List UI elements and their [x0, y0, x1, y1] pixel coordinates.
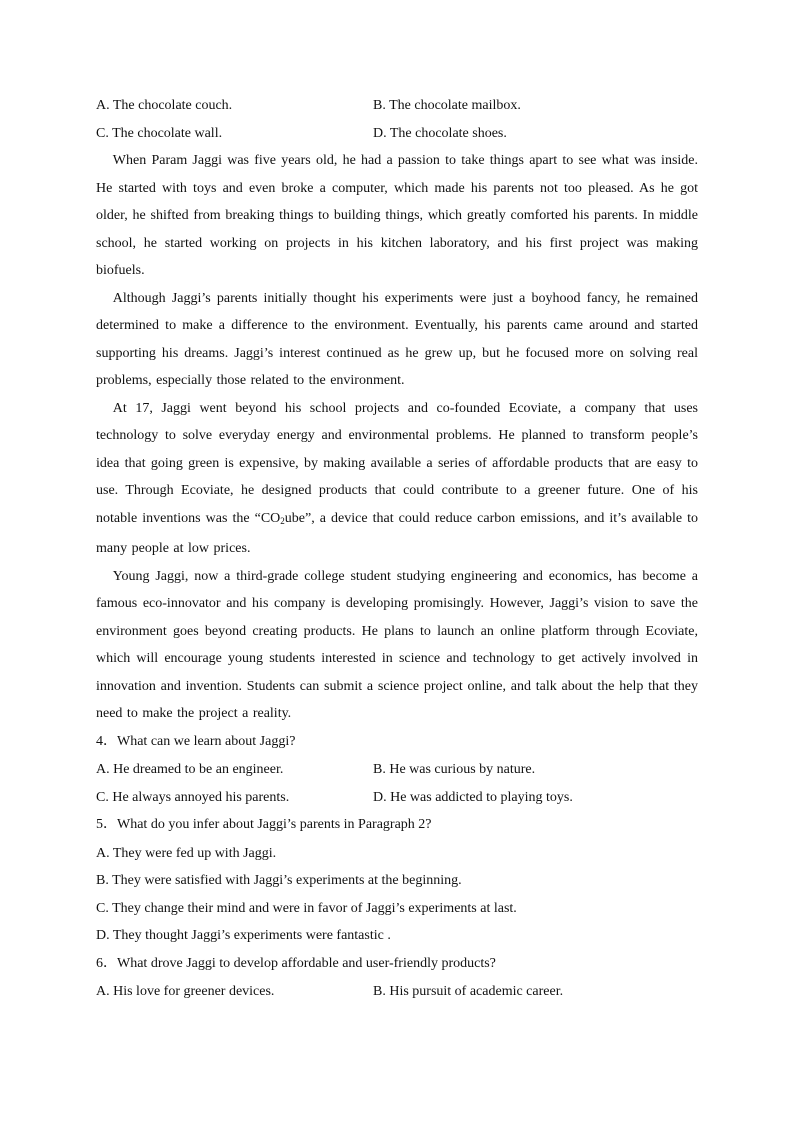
previous-question-options-row-2 [96, 120, 698, 148]
q6-option-a: A. His love for greener devices. [96, 984, 275, 999]
q4-option-b: B. He was curious by nature. [373, 762, 536, 777]
q5-option-d: D. They thought Jaggi’s experiments were fantastic . [96, 928, 391, 943]
q4-option-a: A. He dreamed to be an engineer. [96, 762, 284, 777]
option-a: A. The chocolate couch. [96, 98, 233, 113]
q4-option-d: D. He was addicted to playing toys. [373, 789, 573, 805]
option-c: C. The chocolate wall. [96, 125, 223, 141]
question-6-options-row-1 [96, 978, 698, 1006]
question-6-stem: 6．What drove Jaggi to develop affordable and user-friendly products? [96, 955, 496, 971]
option-d: D. The chocolate shoes. [373, 125, 507, 141]
option-b: B. The chocolate mailbox. [373, 98, 521, 113]
question-4-options-row-2 [96, 784, 698, 812]
passage-paragraph-3 [96, 395, 698, 563]
q4-option-c: C. He always annoyed his parents. [96, 789, 290, 805]
subscript-2: 2 [280, 515, 285, 526]
question-4-stem: 4．What can we learn about Jaggi? [96, 733, 296, 749]
paragraph-3-text: At 17, Jaggi went beyond his school projects and co-founded Ecoviate, a company that uses technology to solve everyday energy and environmental problems. He planned to transform people’s idea that going green is expensive, by making available a series of affordable products that are easy to use. Through Ecoviate, he designed products that could contribute to a greener future. One of his notable inventions was the “CO [96, 400, 698, 526]
passage-paragraph-1: When Param Jaggi was five years old, he had a passion to take things apart to see what was inside. He started with toys and even broke a computer, which made his parents not too pleased. As he got older, he shifted from breaking things to building things, which greatly comforted his parents. In middle school, he started working on projects in his kitchen laboratory, and his first project was making biofuels. [96, 153, 698, 278]
q5-option-c: C. They change their mind and were in favor of Jaggi’s experiments at last. [96, 900, 517, 916]
paragraph-3-text-cont: ube”, a device that could reduce carbon emissions, and it’s available to many people at low prices. [96, 510, 699, 556]
passage-paragraph-2: Although Jaggi’s parents initially thought his experiments were just a boyhood fancy, he remained determined to make a difference to the environment. Eventually, his parents came around and started supporting his dreams. Jaggi’s interest continued as he grew up, but he focused more on solving real problems, especially those related to the environment. [96, 290, 698, 388]
q5-option-b: B. They were satisfied with Jaggi’s experiments at the beginning. [96, 873, 462, 888]
q5-option-a: A. They were fed up with Jaggi. [96, 845, 277, 861]
previous-question-options-row-1 [96, 92, 698, 120]
q6-option-b: B. His pursuit of academic career. [373, 984, 564, 999]
passage-paragraph-4: Young Jaggi, now a third-grade college student studying engineering and economics, has become a famous eco-innovator and his company is developing promisingly. However, Jaggi’s vision to save the environment goes beyond creating products. He plans to launch an online platform through Ecoviate, which will encourage young students interested in science and technology to get actively involved in innovation and invention. Students can submit a science project online, and talk about the help that they need to make the project a reality. [96, 568, 698, 721]
exam-page [96, 92, 698, 1006]
question-4-options-row-1 [96, 756, 698, 784]
question-5-stem: 5．What do you infer about Jaggi’s parents in Paragraph 2? [96, 817, 432, 832]
